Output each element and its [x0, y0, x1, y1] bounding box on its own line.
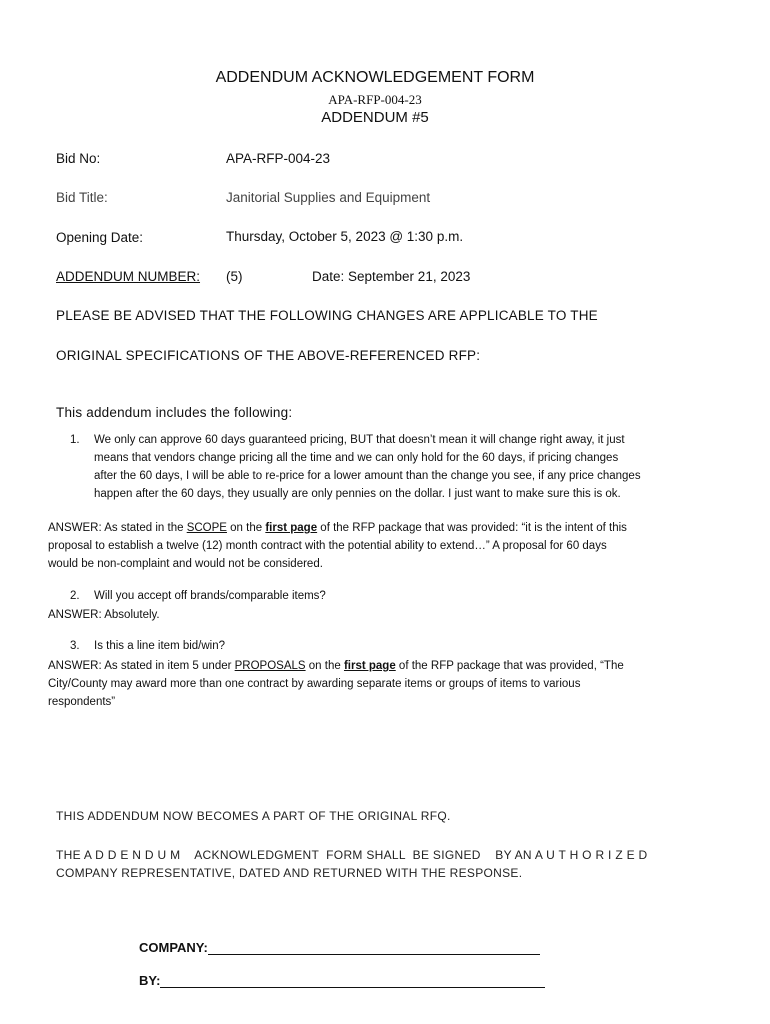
answer-text: on the — [305, 660, 344, 672]
bid-no-label: Bid No: — [56, 151, 101, 166]
bid-title-label: Bid Title: — [56, 190, 108, 205]
company-signature-field[interactable] — [139, 940, 540, 955]
footer-line-3: COMPANY REPRESENTATIVE, DATED AND RETURNED WITH THE RESPONSE. — [56, 866, 523, 880]
company-label: COMPANY: — [139, 940, 208, 955]
addendum-number-value: (5) — [226, 269, 243, 284]
bid-title-value: Janitorial Supplies and Equipment — [226, 190, 431, 205]
answer-text: on the — [226, 522, 266, 534]
question-line: happen after the 60 days, they usually are only pennies on the dollar. I just want to make sure this is ok. — [94, 488, 621, 500]
first-page-reference: first page — [343, 660, 396, 672]
item-question: Will you accept off brands/comparable items? — [94, 590, 326, 602]
footer-line-1: THIS ADDENDUM NOW BECOMES A PART OF THE ORIGINAL RFQ. — [56, 809, 451, 823]
proposals-reference: PROPOSALS — [234, 660, 306, 672]
addendum-number-label: ADDENDUM NUMBER: — [56, 269, 201, 284]
answer-text: of the RFP package that was provided, “The — [395, 660, 624, 672]
answer-line: would be non-complaint and would not be considered. — [48, 558, 323, 570]
addendum-heading: ADDENDUM #5 — [321, 109, 429, 126]
answer-line — [48, 657, 708, 675]
question-line: We only can approve 60 days guaranteed pricing, BUT that doesn’t mean it will change right away, it just — [94, 434, 625, 446]
answer-line — [48, 519, 708, 537]
rfp-number: APA-RFP-004-23 — [328, 92, 422, 107]
list-item — [70, 640, 225, 652]
answer-text: ANSWER: As stated in item 5 under — [48, 660, 235, 672]
answer-1 — [48, 519, 708, 573]
answer-line: City/County may award more than one contract by awarding separate items or groups of items to various — [48, 678, 581, 690]
notice-line-2: ORIGINAL SPECIFICATIONS OF THE ABOVE-REFERENCED RFP: — [56, 348, 481, 363]
by-signature-field[interactable] — [139, 973, 545, 988]
answer-line: respondents” — [48, 696, 116, 708]
answer-text: ANSWER: As stated in the — [48, 522, 187, 534]
answer-3 — [48, 657, 708, 711]
item-number: 2. — [70, 590, 80, 602]
scope-reference: SCOPE — [186, 522, 227, 534]
list-item — [70, 590, 326, 602]
list-item — [70, 431, 710, 507]
by-signature-line[interactable] — [160, 973, 545, 988]
question-line: means that vendors change pricing all the time and we can only hold for the 60 days, if pricing changes — [94, 452, 619, 464]
answer-line: proposal to establish a twelve (12) month contract with the potential ability to extend…” A proposal for 60 days — [48, 540, 607, 552]
item-question: Is this a line item bid/win? — [94, 640, 226, 652]
opening-date-label: Opening Date: — [56, 230, 144, 245]
item-number: 3. — [70, 640, 80, 652]
company-signature-line[interactable] — [208, 940, 540, 955]
answer-text: of the RFP package that was provided: “it is the intent of this — [317, 522, 627, 534]
bid-no-value: APA-RFP-004-23 — [226, 151, 331, 166]
form-title: ADDENDUM ACKNOWLEDGEMENT FORM — [215, 69, 535, 86]
item-number: 1. — [70, 434, 80, 446]
notice-line-1: PLEASE BE ADVISED THAT THE FOLLOWING CHANGES ARE APPLICABLE TO THE — [56, 308, 598, 323]
opening-date-value: Thursday, October 5, 2023 @ 1:30 p.m. — [226, 229, 464, 244]
by-label: BY: — [139, 973, 161, 988]
intro-text: This addendum includes the following: — [56, 405, 293, 420]
question-line: after the 60 days, I will be able to re-price for a lower amount than the change you see, if any price changes — [94, 470, 641, 482]
footer-line-2: THE A D D E N D U M ACKNOWLEDGMENT FORM SHALL BE SIGNED BY AN A U T H O R I Z E D — [56, 848, 648, 862]
first-page-reference: first page — [265, 522, 318, 534]
addendum-date: Date: September 21, 2023 — [312, 269, 471, 284]
item-question — [94, 431, 706, 503]
answer-2: ANSWER: Absolutely. — [48, 609, 160, 621]
